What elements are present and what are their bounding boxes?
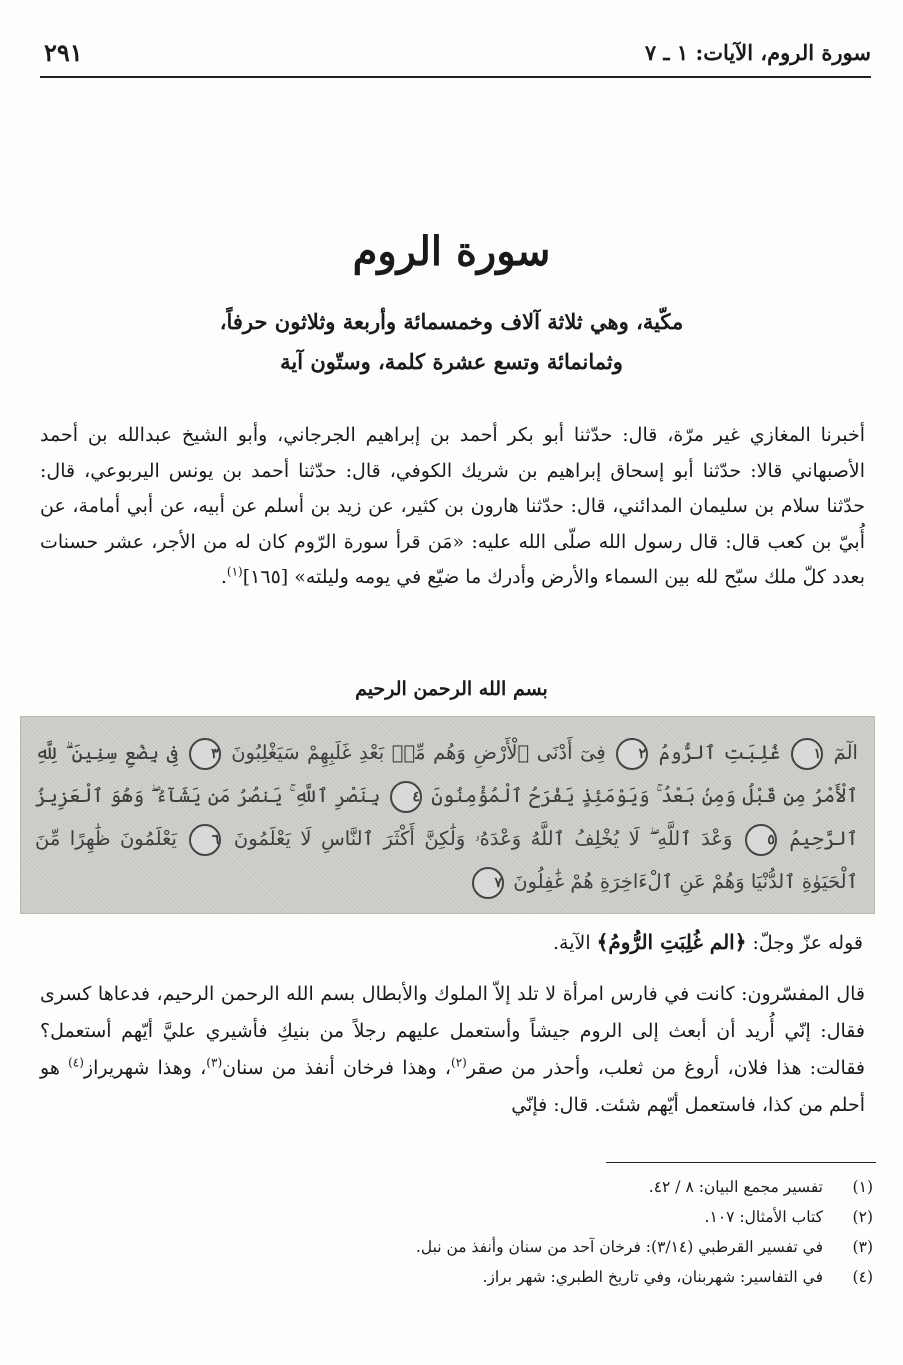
surah-title: سورة الروم [352, 228, 551, 275]
commentary-paragraph [40, 976, 865, 1124]
commentary-text: ، وهذا فرخان أنفذ من سنان [222, 1057, 452, 1079]
commentary-text: هو أحلم من كذا، فاستعمل أيّهم شئت. قال: فإنّي [40, 1057, 865, 1116]
footnote-ref[interactable]: (٢) [451, 1055, 467, 1070]
footnote-text: في التفاسير: شهربنان، وفي تاريخ الطبري: شهر براز. [482, 1268, 823, 1286]
running-header [40, 36, 871, 78]
verse-text: بِنَصْرِ ٱللَّهِ ۚ يَنصُرُ مَن يَشَآءُ ۖ وَهُوَ ٱلْعَزِيزُ ٱلرَّحِيمُ [35, 784, 858, 850]
ayah-number-marker: ١ [791, 738, 823, 770]
footnote-text: في تفسير القرطبي (٣/١٤): فرخان آحد من سنان وأنفذ من نبل. [415, 1238, 823, 1256]
footnote-item [40, 1172, 873, 1202]
ayah-number-marker: ٣ [189, 738, 221, 770]
footnote-number: (٤) [852, 1268, 873, 1286]
footnote-item [40, 1202, 873, 1232]
surah-subtitle-line: مكّية، وهي ثلاثة آلاف وخمسمائة وأربعة وثلاثون حرفاً، [219, 309, 684, 334]
footnote-item [40, 1262, 873, 1292]
intro-paragraph [40, 418, 865, 596]
footnote-divider [606, 1162, 876, 1163]
quran-verses-box [20, 716, 875, 914]
footnotes-list [40, 1172, 873, 1292]
footnote-ref[interactable]: (١) [226, 564, 243, 579]
ayah-number-marker: ٥ [745, 824, 777, 856]
ayah-number-marker: ٢ [616, 738, 648, 770]
footnote-number: (١) [852, 1178, 873, 1196]
verse-text: فِى بِضْعِ سِنِينَ ۗ لِلَّهِ ٱلْأَمْرُ مِن قَبْلُ وَمِنۢ بَعْدُ ۚ وَيَوْمَئِذٍ يَفْرَحُ ٱلْمُؤْمِنُونَ [35, 741, 859, 807]
quote-prefix: قوله عزّ وجلّ: [746, 932, 863, 954]
commentary-text: ، وهذا شهريراز [83, 1057, 207, 1079]
basmala: بسم الله الرحمن الرحيم [355, 678, 548, 700]
verse-quote-line [40, 930, 863, 954]
ayah-number-marker: ٦ [189, 824, 221, 856]
footnote-item [40, 1232, 873, 1262]
running-head-title: سورة الروم، الآيات: ١ ـ ٧ [644, 40, 871, 65]
verse-text: وَعْدَ ٱللَّهِ ۖ لَا يُخْلِفُ ٱللَّهُ وَعْدَهُۥ وَلَٰكِنَّ أَكْثَرَ ٱلنَّاسِ لَا يَعْلَمُونَ [233, 827, 733, 850]
quoted-verse: ﴿الم غُلِبَتِ الرُّومُ﴾ [596, 930, 747, 954]
surah-subtitle-line: وثمانمائة وتسع عشرة كلمة، وستّون آية [280, 349, 623, 374]
quote-suffix: الآية. [552, 932, 597, 954]
verse-text: الٓمٓ [833, 741, 858, 764]
quran-verses-text [35, 731, 858, 903]
commentary-text: قال المفسّرون: كانت في فارس امرأة لا تلد إلاّ الملوك والأبطال بسم الله الرحمن الرحيم، فدعاها كسرى فقال: إنّي أُريد أن أبعث إلى الروم جيشاً وأستعمل عليهم رجلاً من بنيكِ فأشيري عليَّ أيّهم أستعمل؟ فقالت: هذا فلان، أروغ من ثعلب، وأحذر من صقر [40, 983, 866, 1079]
ayah-number-marker: ٤ [390, 781, 422, 813]
footnote-ref[interactable]: (٣) [206, 1055, 223, 1070]
footnote-number: (٢) [852, 1208, 873, 1226]
footnote-ref[interactable]: (٤) [68, 1055, 84, 1070]
footnote-text: كتاب الأمثال: ١٠٧. [704, 1208, 823, 1226]
page-number: ٢٩١ [44, 38, 83, 67]
surah-subtitle [120, 302, 783, 382]
verse-text: غُلِبَتِ ٱلرُّومُ [658, 741, 781, 764]
footnote-text: تفسير مجمع البيان: ٨ / ٤٢. [648, 1178, 823, 1196]
intro-end: . [220, 566, 227, 588]
footnote-number: (٣) [852, 1238, 873, 1256]
ayah-number-marker: ٧ [472, 867, 504, 899]
verse-text: فِىٓ أَدْنَى ٱلْأَرْضِ وَهُم مِّنۢ بَعْدِ غَلَبِهِمْ سَيَغْلِبُونَ [231, 741, 606, 764]
verse-text: يَعْلَمُونَ ظَٰهِرًا مِّنَ ٱلْحَيَوٰةِ ٱلدُّنْيَا وَهُمْ عَنِ ٱلْءَاخِرَةِ هُمْ غَٰفِلُونَ [35, 827, 858, 893]
intro-text: أخبرنا المغازي غير مرّة، قال: حدّثنا أبو بكر أحمد بن إبراهيم الجرجاني، وأبو الشيخ عبدالله بن أحمد الأصبهاني قالا: حدّثنا أبو إسحاق إبراهيم بن شريك الكوفي، قال: حدّثنا أحمد بن يونس اليربوعي، قال: حدّثنا سلام بن سليمان المدائني، قال: حدّثنا هارون بن كثير، عن زيد بن أسلم عن أبيه، عن أبي أمامة، عن أُبيّ بن كعب قال: قال رسول الله صلّى الله عليه: «مَن قرأ سورة الرّوم كان له من الأجر، عشر حسنات بعدد كلّ ملك سبّح لله بين السماء والأرض وأدرك ما ضيّع في يومه وليلته» [١٦٥] [40, 424, 865, 588]
